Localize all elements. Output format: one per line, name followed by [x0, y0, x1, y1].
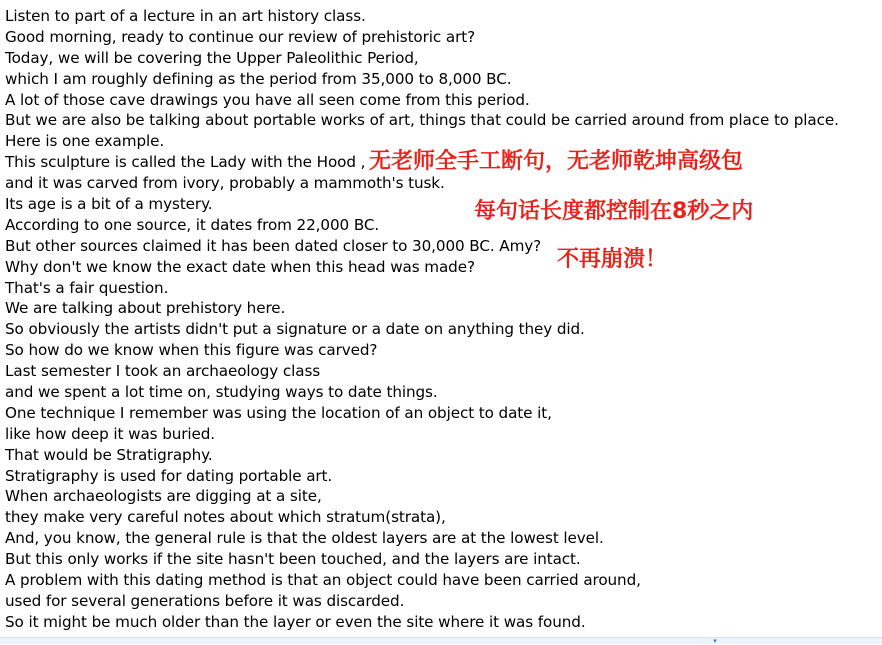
- transcript-line: So obviously the artists didn't put a signature or a date on anything they did.: [5, 320, 585, 339]
- transcript-line: But this only works if the site hasn't been touched, and the layers are intact.: [5, 550, 581, 569]
- transcript-line: And, you know, the general rule is that the oldest layers are at the lowest level.: [5, 529, 604, 548]
- transcript-line: This sculpture is called the Lady with the Hood ,: [5, 153, 366, 172]
- transcript-line: they make very careful notes about which stratum(strata),: [5, 508, 446, 527]
- transcript-line: and we spent a lot time on, studying ways to date things.: [5, 383, 438, 402]
- transcript-line: A lot of those cave drawings you have all seen come from this period.: [5, 90, 530, 109]
- transcript-line: That would be Stratigraphy.: [5, 445, 213, 464]
- transcript-line: Last semester I took an archaeology class: [5, 362, 321, 381]
- transcript-line: So how do we know when this figure was carved?: [5, 341, 378, 360]
- transcript-line: Its age is a bit of a mystery.: [5, 195, 213, 214]
- transcript-line: So it might be much older than the layer or even the site where it was found.: [5, 612, 586, 631]
- horizontal-scrollbar[interactable]: [0, 637, 882, 644]
- promo-overlay-line-1: 无老师全手工断句，无老师乾坤高级包: [369, 149, 744, 174]
- promo-overlay-line-3: 不再崩溃！: [557, 247, 668, 272]
- transcript-line: But we are also be talking about portable works of art, things that could be carried around from place to place.: [5, 111, 839, 130]
- transcript-document: [5, 6, 877, 633]
- transcript-line: When archaeologists are digging at a site,: [5, 487, 322, 506]
- transcript-line: That's a fair question.: [5, 278, 169, 297]
- transcript-line: used for several generations before it was discarded.: [5, 591, 405, 610]
- transcript-line: Good morning, ready to continue our review of prehistoric art?: [5, 27, 476, 46]
- transcript-line: which I am roughly defining as the period from 35,000 to 8,000 BC.: [5, 69, 512, 88]
- transcript-line: According to one source, it dates from 22,000 BC.: [5, 215, 380, 234]
- transcript-line: We are talking about prehistory here.: [5, 299, 286, 318]
- transcript-line: But other sources claimed it has been dated closer to 30,000 BC. Amy?: [5, 236, 542, 255]
- transcript-line: and it was carved from ivory, probably a mammoth's tusk.: [5, 174, 445, 193]
- transcript-line: Today, we will be covering the Upper Paleolithic Period,: [5, 48, 419, 67]
- transcript-line: Listen to part of a lecture in an art history class.: [5, 7, 366, 25]
- transcript-line: A problem with this dating method is that an object could have been carried around,: [5, 571, 641, 590]
- transcript-line: One technique I remember was using the location of an object to date it,: [5, 403, 552, 422]
- down-arrow-icon[interactable]: ▾: [713, 637, 717, 645]
- transcript-line: Stratigraphy is used for dating portable art.: [5, 466, 333, 485]
- transcript-line: like how deep it was buried.: [5, 424, 216, 443]
- transcript-line: Why don't we know the exact date when this head was made?: [5, 257, 475, 276]
- transcript-line: Here is one example.: [5, 132, 165, 151]
- promo-overlay-line-2: 每句话长度都控制在8秒之内: [474, 199, 754, 224]
